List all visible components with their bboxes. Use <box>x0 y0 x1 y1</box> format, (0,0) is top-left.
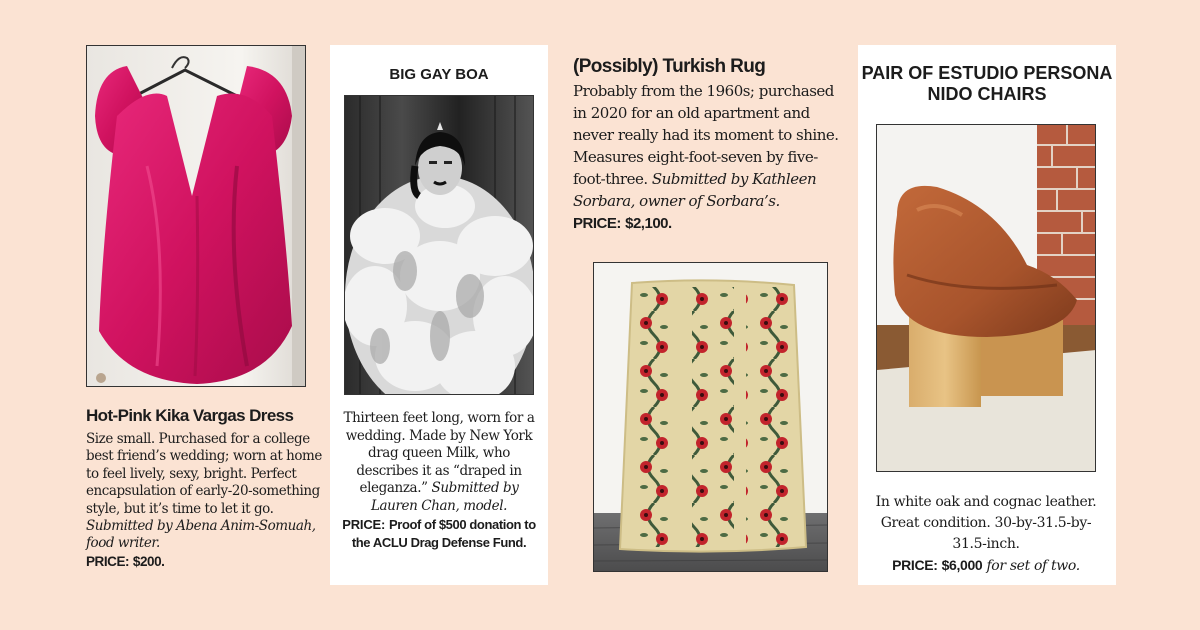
item-text: In white oak and cognac leather. Great condition. 30-by-31.5-by-31.5-inch. <box>875 494 1097 552</box>
price-label: PRICE: <box>892 557 938 573</box>
item-text: Probably from the 1960s; purchased in 2020 for an old apartment and never really had its moment to shine. Measures eight-foot-seven by five-foot-three. <box>573 82 839 188</box>
item-title: BIG GAY BOA <box>389 66 489 83</box>
price-label: PRICE: <box>86 553 130 569</box>
item-title: Hot-Pink Kika Vargas Dress <box>86 406 294 425</box>
price-label: PRICE: <box>342 516 386 532</box>
item-submitted: Submitted by Lauren Chan, model. <box>370 480 519 514</box>
price-label: PRICE: <box>573 215 621 232</box>
item-text: Thirteen feet long, worn for a wedding. Made by New York drag queen Milk, who describes it as “draped in eleganza.” <box>343 410 535 497</box>
item-description <box>336 410 542 553</box>
rug-illustration <box>594 263 828 572</box>
price-value: $6,000 <box>941 557 983 573</box>
item-text: Size small. Purchased for a college best friend’s wedding; worn at home to feel lively, sexy, bright. Perfect encapsulation of early-20-something style, but it’s time to let it go. <box>86 431 322 517</box>
item-submitted: Submitted by Kathleen Sorbara, owner of Sorbara’s. <box>573 170 817 210</box>
price-value: Proof of $500 donation to the ACLU Drag Defense Fund. <box>351 516 536 551</box>
item-description <box>866 492 1106 577</box>
dress-photo <box>86 45 306 387</box>
item-description <box>573 80 845 235</box>
price-value: $200. <box>132 553 165 569</box>
chair-illustration <box>877 125 1096 472</box>
boa-illustration <box>345 96 534 395</box>
dress-illustration <box>87 46 306 387</box>
boa-photo <box>344 95 534 395</box>
rug-photo <box>593 262 828 572</box>
item-title: PAIR OF ESTUDIO PERSONA NIDO CHAIRS <box>861 63 1113 104</box>
item-title: (Possibly) Turkish Rug <box>573 56 766 77</box>
price-note: for set of two. <box>986 558 1080 574</box>
item-submitted: Submitted by Abena Anim-Somuah, food writer. <box>86 518 316 552</box>
chair-photo <box>876 124 1096 472</box>
price-value: $2,100. <box>625 215 672 232</box>
item-description <box>86 431 326 571</box>
